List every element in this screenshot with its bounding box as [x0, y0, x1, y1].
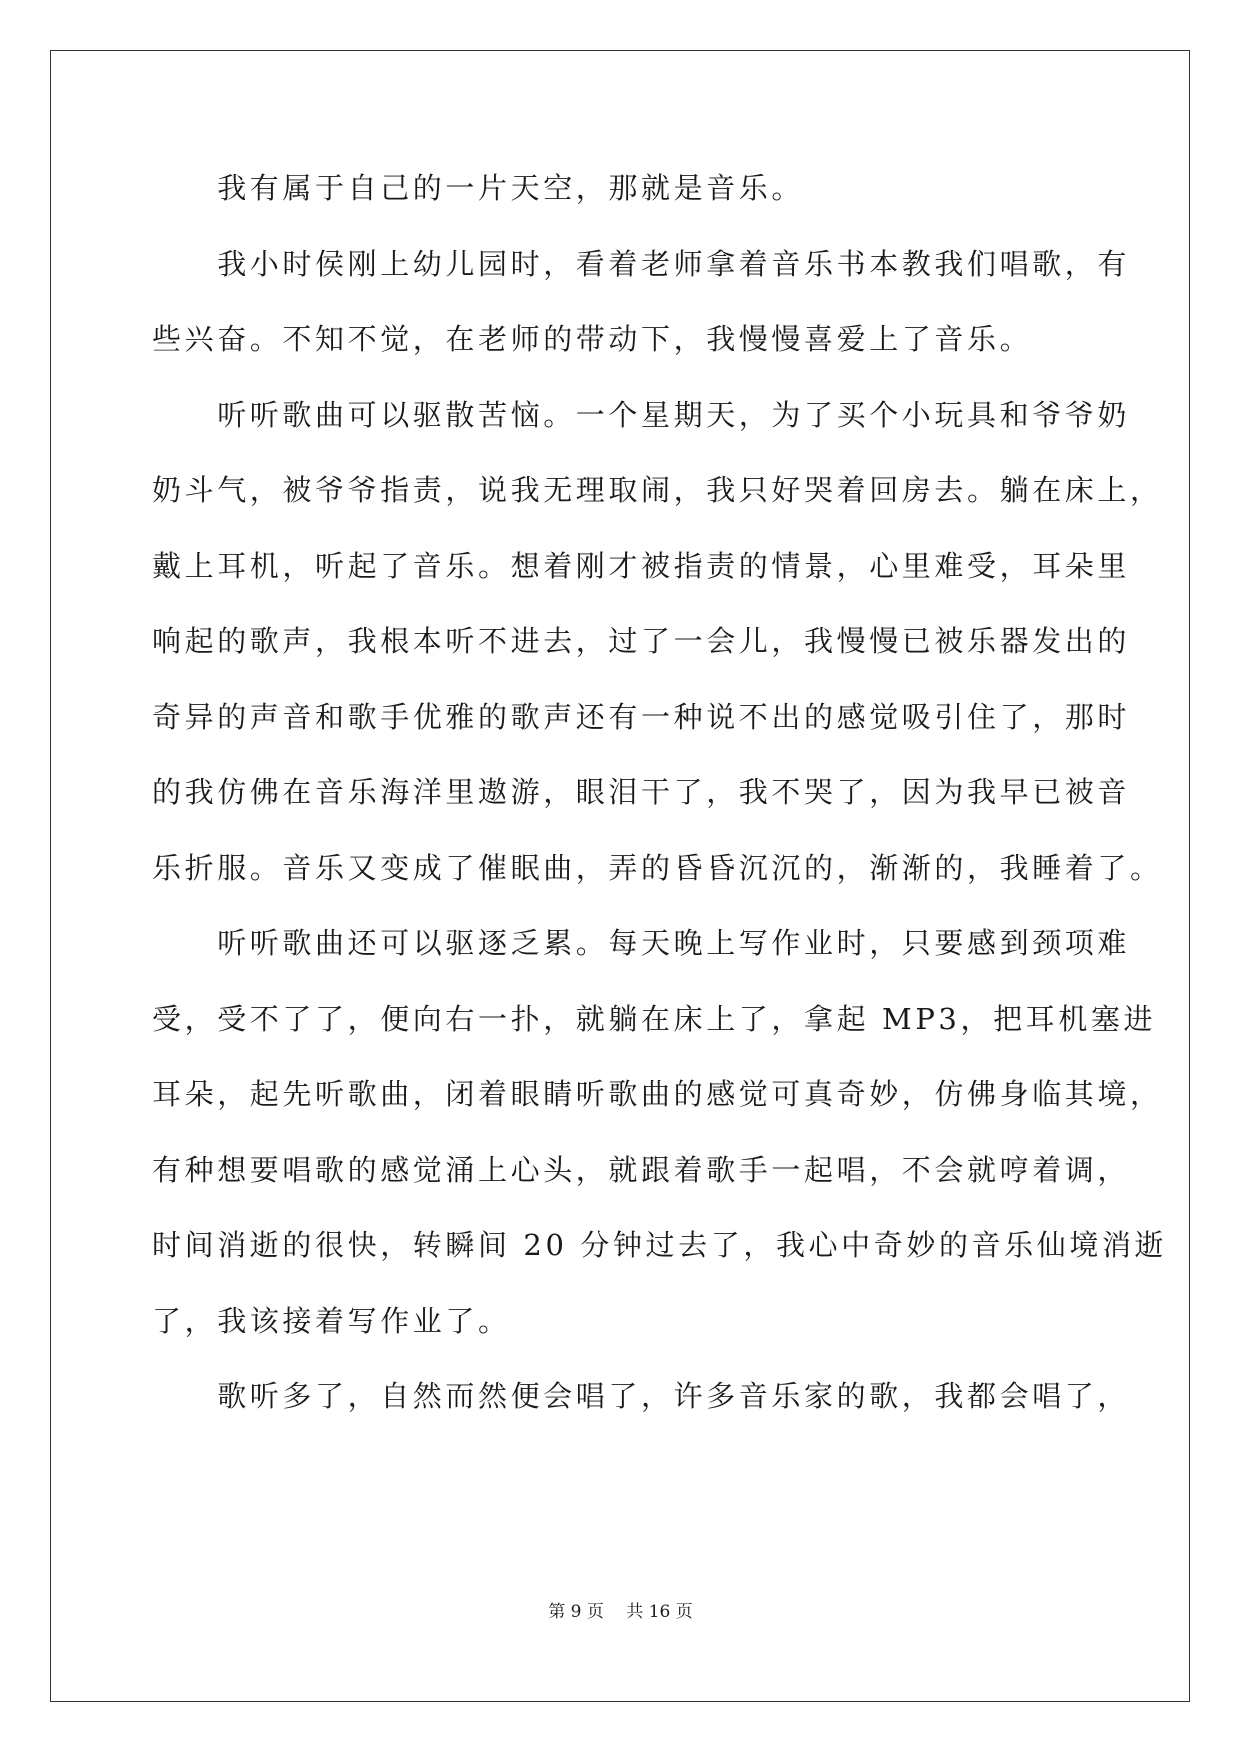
text-line: 戴上耳机，听起了音乐。想着刚才被指责的情景，心里难受，耳朵里 — [152, 549, 1131, 583]
page-number-footer: 第 9 页 共 16 页 — [548, 1602, 693, 1622]
text-line: 我有属于自己的一片天空，那就是音乐。 — [152, 171, 805, 205]
text-line: 些兴奋。不知不觉，在老师的带动下，我慢慢喜爱上了音乐。 — [152, 322, 1033, 356]
text-line: 奇异的声音和歌手优雅的歌声还有一种说不出的感觉吸引住了，那时 — [152, 700, 1131, 734]
text-line: 了，我该接着写作业了。 — [152, 1304, 511, 1338]
text-line: 听听歌曲还可以驱逐乏累。每天晚上写作业时，只要感到颈项难 — [152, 926, 1131, 960]
text-line: 时间消逝的很快，转瞬间 20 分钟过去了，我心中奇妙的音乐仙境消逝 — [152, 1228, 1168, 1262]
text-line: 耳朵，起先听歌曲，闭着眼睛听歌曲的感觉可真奇妙，仿佛身临其境， — [152, 1077, 1163, 1111]
text-line: 有种想要唱歌的感觉涌上心头，就跟着歌手一起唱，不会就哼着调， — [152, 1153, 1131, 1187]
text-line: 我小时侯刚上幼儿园时，看着老师拿着音乐书本教我们唱歌，有 — [152, 247, 1131, 281]
text-line: 响起的歌声，我根本听不进去，过了一会儿，我慢慢已被乐器发出的 — [152, 624, 1131, 658]
text-line: 的我仿佛在音乐海洋里遨游，眼泪干了，我不哭了，因为我早已被音 — [152, 775, 1131, 809]
text-line: 乐折服。音乐又变成了催眠曲，弄的昏昏沉沉的，渐渐的，我睡着了。 — [152, 851, 1163, 885]
text-line: 奶斗气，被爷爷指责，说我无理取闹，我只好哭着回房去。躺在床上， — [152, 473, 1163, 507]
text-line: 歌听多了，自然而然便会唱了，许多音乐家的歌，我都会唱了， — [152, 1379, 1131, 1413]
text-line: 听听歌曲可以驱散苦恼。一个星期天，为了买个小玩具和爷爷奶 — [152, 398, 1131, 432]
text-line: 受，受不了了，便向右一扑，就躺在床上了，拿起 MP3，把耳机塞进 — [152, 1002, 1157, 1036]
